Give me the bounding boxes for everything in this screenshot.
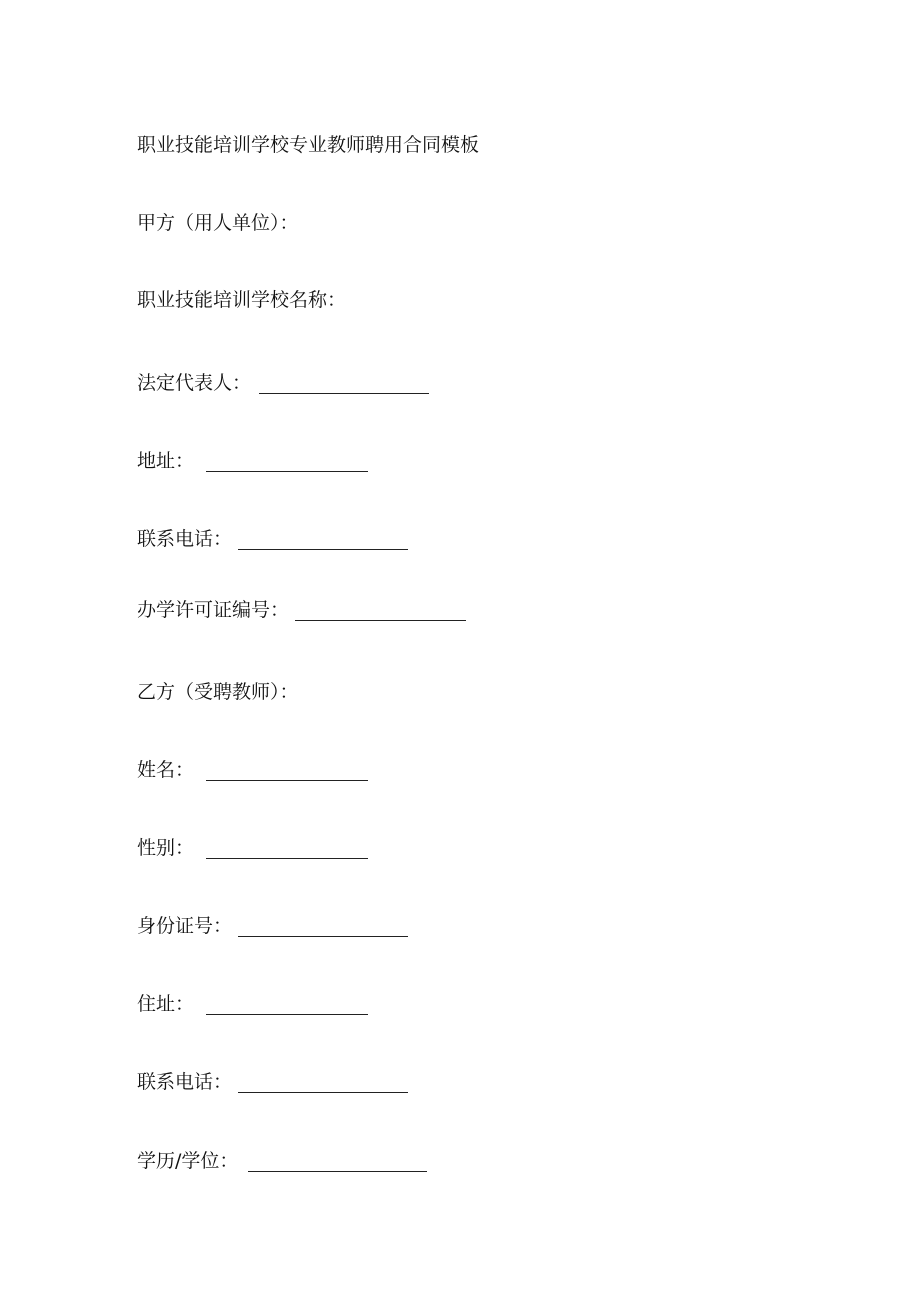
- party-a-address-blank: [206, 451, 368, 472]
- party-b-phone-blank: [238, 1072, 408, 1093]
- legal-rep-blank: [259, 373, 429, 394]
- education-blank: [248, 1151, 427, 1172]
- party-a-phone-row: 联系电话：: [137, 526, 408, 552]
- license-row: 办学许可证编号：: [137, 597, 466, 623]
- education-row: 学历/学位：: [137, 1148, 427, 1174]
- party-b-address-blank: [206, 994, 368, 1015]
- party-a-phone-blank: [238, 529, 408, 550]
- party-b-heading: 乙方（受聘教师）：: [137, 681, 299, 703]
- name-row: 姓名：: [137, 757, 368, 783]
- id-number-row: 身份证号：: [137, 913, 408, 939]
- license-blank: [295, 600, 466, 621]
- id-number-blank: [238, 916, 408, 937]
- name-blank: [206, 760, 368, 781]
- party-a-heading: 甲方（用人单位）：: [137, 212, 299, 234]
- gender-row: 性别：: [137, 835, 368, 861]
- school-name-row: 职业技能培训学校名称：: [137, 289, 347, 311]
- legal-rep-row: 法定代表人：: [137, 370, 429, 396]
- gender-blank: [206, 838, 368, 859]
- document-title: 职业技能培训学校专业教师聘用合同模板: [137, 134, 480, 156]
- party-a-address-row: 地址：: [137, 448, 368, 474]
- party-b-phone-row: 联系电话：: [137, 1069, 408, 1095]
- party-b-address-row: 住址：: [137, 991, 368, 1017]
